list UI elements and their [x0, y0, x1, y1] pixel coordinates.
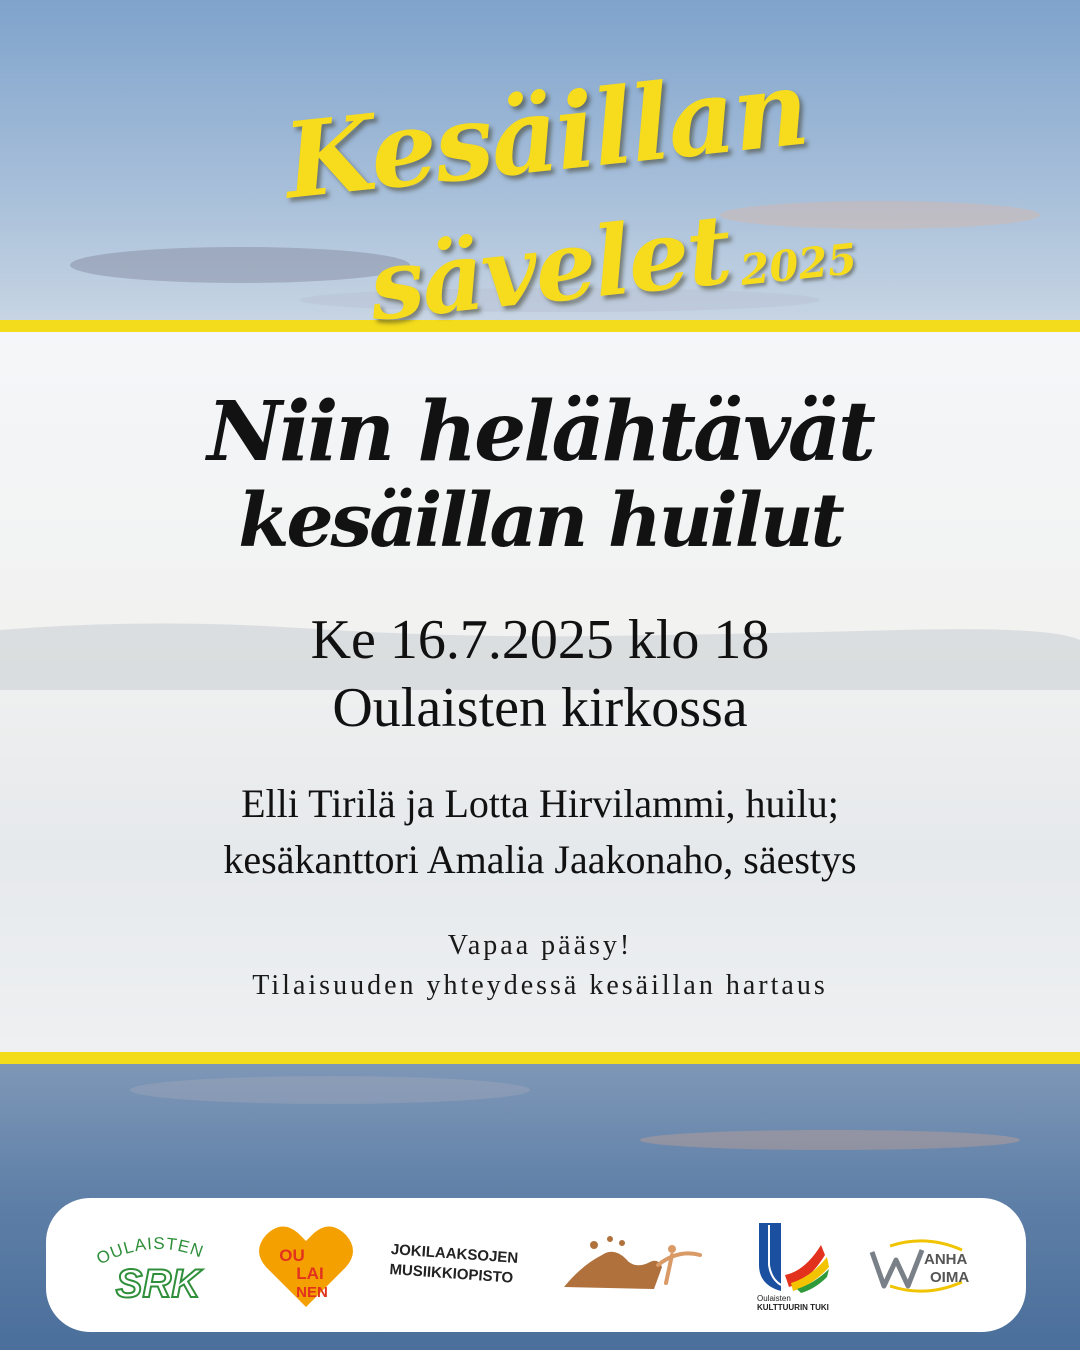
- svg-text:KULTTUURIN TUKI: KULTTUURIN TUKI: [757, 1303, 829, 1312]
- jokilaaksojen-musiikkiopisto-logo: [386, 1198, 536, 1332]
- sponsor-logo-bar: [46, 1198, 1026, 1332]
- oulainen-heart-logo: [251, 1198, 361, 1332]
- devotion-note: Tilaisuuden yhteydessä kesäillan hartaus: [252, 970, 828, 1001]
- date-time: Ke 16.7.2025 klo 18: [310, 609, 770, 671]
- svg-text:MUSIIKKIOPISTO: MUSIIKKIOPISTO: [388, 1261, 514, 1287]
- svg-text:ANHA: ANHA: [924, 1251, 968, 1268]
- dance-splash-logo: [554, 1198, 714, 1332]
- free-entry-note: Vapaa pääsy!: [447, 930, 633, 961]
- svg-text:NEN: NEN: [296, 1284, 328, 1301]
- kulttuurin-tuki-logo: [736, 1198, 846, 1332]
- performers-line1: Elli Tirilä ja Lotta Hirvilammi, huilu;: [241, 781, 839, 826]
- svg-text:LAI: LAI: [296, 1264, 324, 1283]
- svg-text:OIMA: OIMA: [930, 1269, 970, 1286]
- series-year: 2025: [737, 234, 860, 295]
- svg-text:OU: OU: [279, 1246, 305, 1265]
- series-title: [0, 45, 1080, 343]
- concert-title-line1: Niin helähtävät: [207, 384, 873, 480]
- bottom-yellow-band: [0, 1052, 1080, 1064]
- svg-text:SRK: SRK: [115, 1262, 201, 1305]
- concert-title-line2: kesäillan huilut: [238, 478, 842, 564]
- svg-text:JOKILAAKSOJEN: JOKILAAKSOJEN: [390, 1241, 519, 1267]
- venue: Oulaisten kirkossa: [332, 677, 748, 739]
- wanha-voima-logo: [861, 1198, 1001, 1332]
- svg-text:OULAISTEN: OULAISTEN: [93, 1233, 207, 1269]
- series-title-line2: sävelet: [364, 192, 735, 343]
- performers-line2: kesäkanttori Amalia Jaakonaho, säestys: [223, 837, 857, 882]
- oulaisten-srk-logo: [88, 1198, 228, 1332]
- series-title-line1: Kesäillan: [278, 45, 813, 223]
- svg-text:Oulaisten: Oulaisten: [757, 1294, 791, 1303]
